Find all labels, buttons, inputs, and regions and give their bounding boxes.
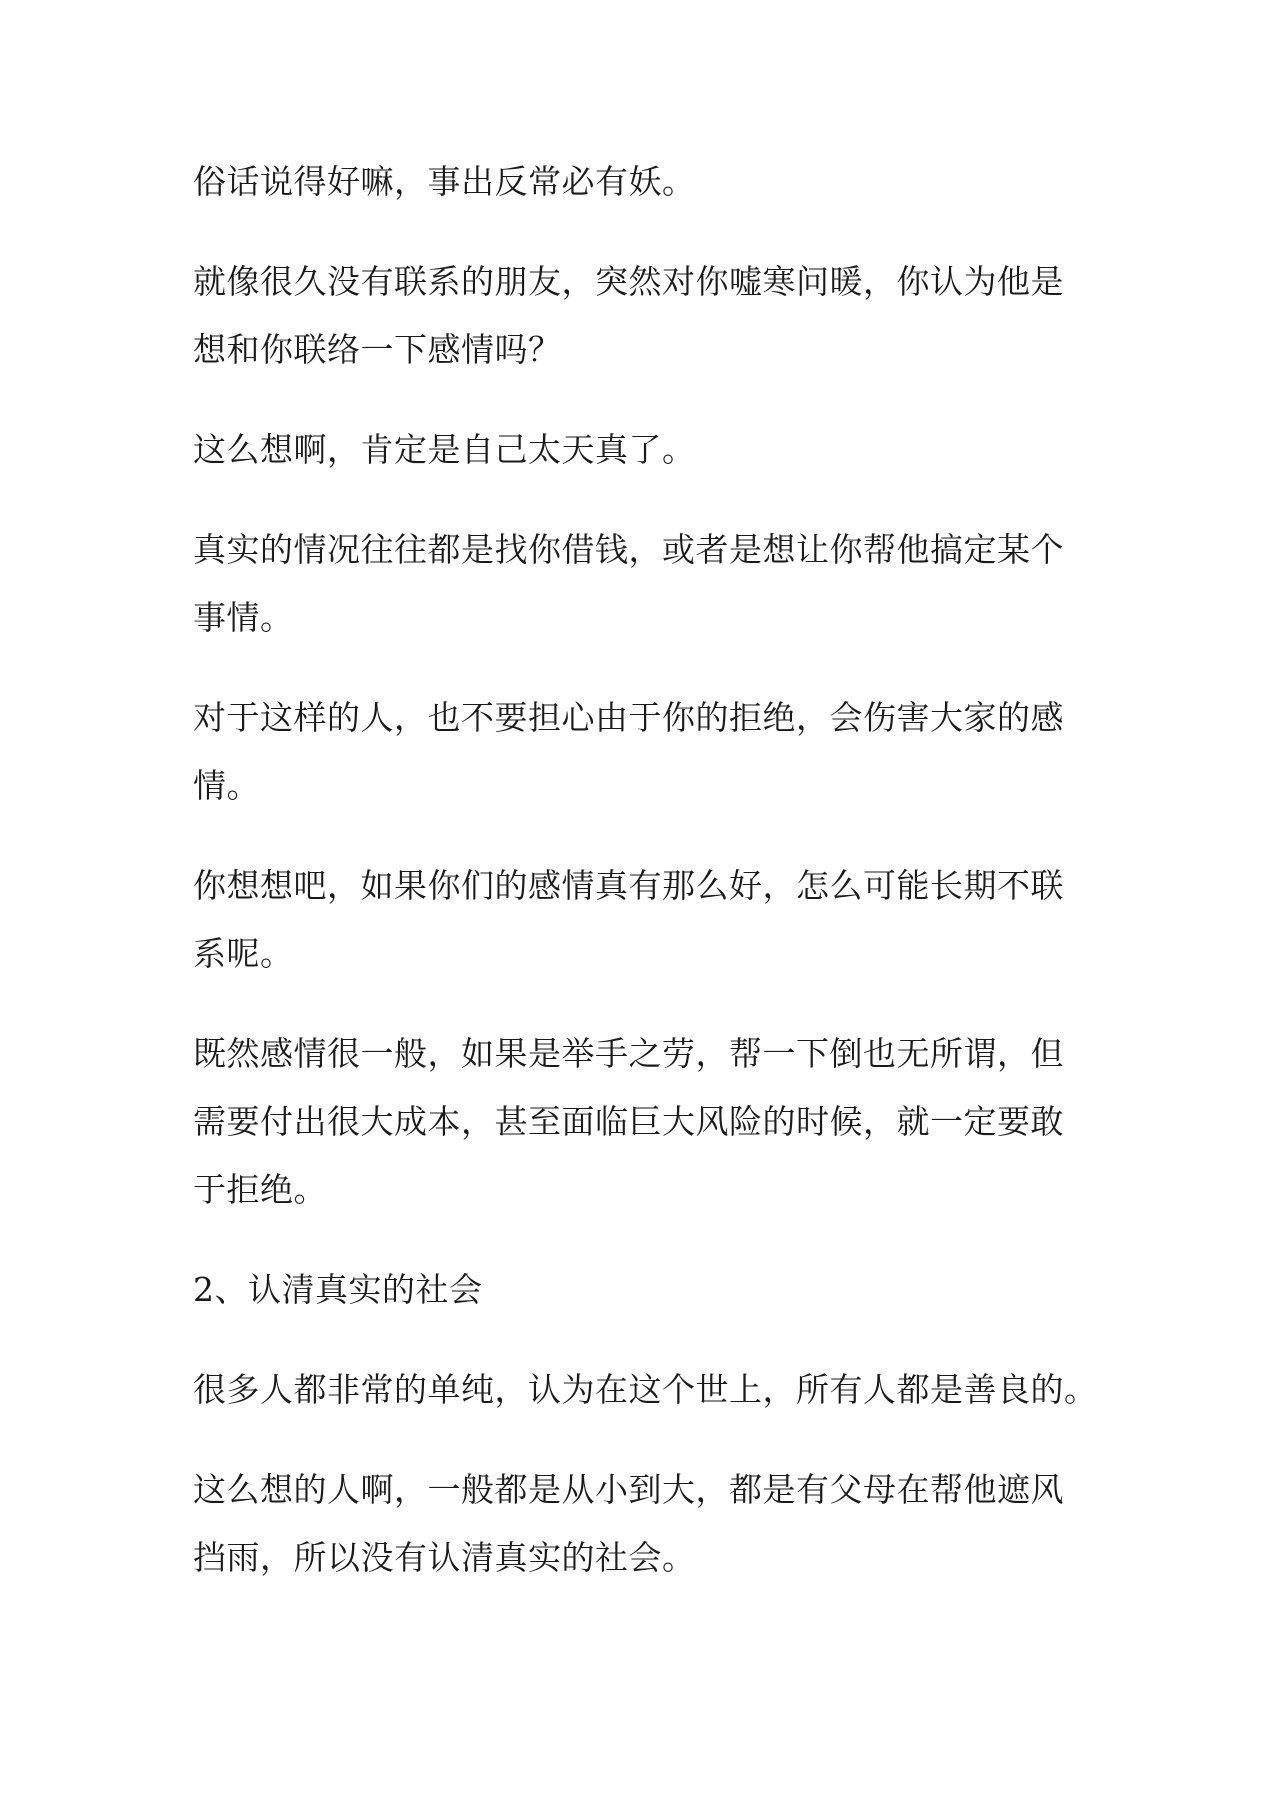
text-line: 事情。 bbox=[193, 598, 294, 637]
paragraph-7 bbox=[193, 1020, 1098, 1224]
text-line: 既然感情很一般，如果是举手之劳，帮一下倒也无所谓，但 bbox=[193, 1034, 1064, 1073]
text-line: 于拒绝。 bbox=[193, 1170, 327, 1209]
text-line: 系呢。 bbox=[193, 934, 294, 973]
text-line: 这么想的人啊，一般都是从小到大，都是有父母在帮他遮风 bbox=[193, 1470, 1064, 1509]
paragraph-1 bbox=[193, 148, 1098, 216]
text-line: 俗话说得好嘛，事出反常必有妖。 bbox=[193, 162, 696, 201]
text-line: 挡雨，所以没有认清真实的社会。 bbox=[193, 1538, 696, 1577]
paragraph-2 bbox=[193, 248, 1098, 384]
paragraph-9 bbox=[193, 1356, 1098, 1424]
paragraph-10 bbox=[193, 1456, 1098, 1592]
text-line: 很多人都非常的单纯，认为在这个世上，所有人都是善良的。 bbox=[193, 1370, 1098, 1409]
text-line: 真实的情况往往都是找你借钱，或者是想让你帮他搞定某个 bbox=[193, 530, 1064, 569]
paragraph-6 bbox=[193, 852, 1098, 988]
text-line: 想和你联络一下感情吗？ bbox=[193, 330, 562, 369]
heading-text: 2、认清真实的社会 bbox=[193, 1270, 483, 1309]
paragraph-4 bbox=[193, 516, 1098, 652]
text-line: 你想想吧，如果你们的感情真有那么好，怎么可能长期不联 bbox=[193, 866, 1064, 905]
paragraph-3 bbox=[193, 416, 1098, 484]
text-line: 对于这样的人，也不要担心由于你的拒绝，会伤害大家的感 bbox=[193, 698, 1064, 737]
text-line: 这么想啊，肯定是自己太天真了。 bbox=[193, 430, 696, 469]
text-line: 需要付出很大成本，甚至面临巨大风险的时候，就一定要敢 bbox=[193, 1102, 1064, 1141]
text-line: 情。 bbox=[193, 766, 260, 805]
document-body bbox=[193, 148, 1098, 1624]
paragraph-5 bbox=[193, 684, 1098, 820]
section-heading bbox=[193, 1256, 1098, 1324]
text-line: 就像很久没有联系的朋友，突然对你嘘寒问暖，你认为他是 bbox=[193, 262, 1064, 301]
